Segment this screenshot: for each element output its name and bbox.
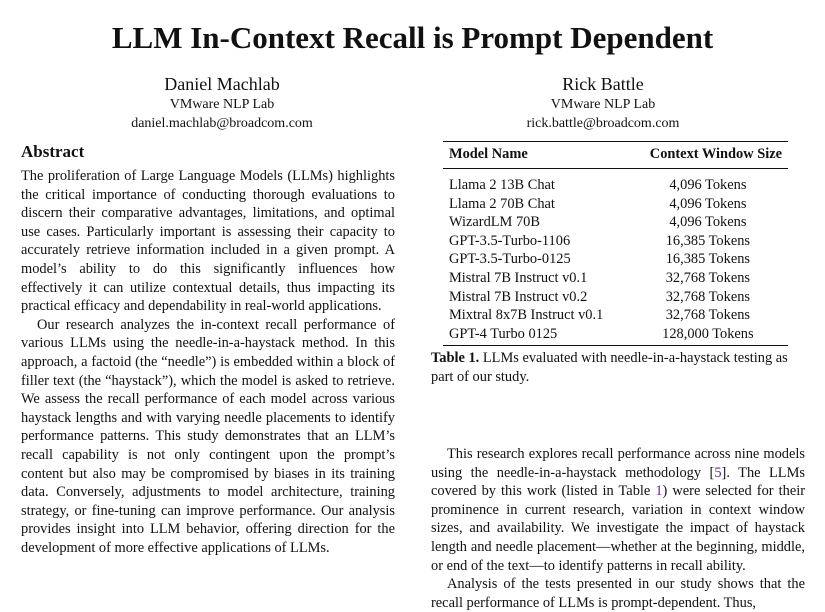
author-email: daniel.machlab@broadcom.com bbox=[131, 116, 313, 131]
model-name-cell: Llama 2 13B Chat bbox=[449, 177, 555, 193]
table-caption-label: Table 1. bbox=[431, 350, 480, 366]
table-header-model: Model Name bbox=[443, 142, 628, 169]
table-row bbox=[443, 213, 788, 232]
body-paragraph-1 bbox=[431, 445, 805, 575]
model-name-cell: Mistral 7B Instruct v0.1 bbox=[449, 269, 588, 286]
abstract-paragraph-2: Our research analyzes the in-context recall performance of various LLMs using the needle-in-a-haystack method. In this approach, a factoid (the “needle”) is embedded within a block of filler text (the “haystack”), which the model is asked to retrieve. We assess the recall performance of each model across various haystack lengths and with varying needle placements to identify performance patterns. This study demonstrates that an LLM’s recall capability is not only contingent upon the prompt’s content but also may be compromised by biases in its training data. Conversely, adjustments to model architecture, training strategy, or fine-tuning can improve performance. Our analysis provides insight into LLM behavior, offering direction for the development of more effective applications of LLMs. bbox=[21, 316, 395, 556]
table-row bbox=[443, 288, 788, 307]
model-name-cell: Mixtral 8x7B Instruct v0.1 bbox=[449, 307, 604, 324]
paper-title: LLM In-Context Recall is Prompt Dependent bbox=[111, 20, 714, 55]
table-row bbox=[443, 325, 788, 346]
context-size-cell: 32,768 Tokens bbox=[665, 288, 751, 305]
model-name-cell: Llama 2 70B Chat bbox=[449, 195, 555, 212]
author-email: rick.battle@broadcom.com bbox=[526, 116, 680, 131]
body-text: ]. The LLMs covered by this work (listed in Table bbox=[431, 464, 805, 500]
table-caption-text: LLMs evaluated with needle-in-a-haystack testing as part of our study. bbox=[431, 350, 788, 385]
right-column bbox=[431, 445, 805, 612]
table-row bbox=[443, 169, 788, 195]
author-block-2 bbox=[453, 74, 753, 133]
table-row bbox=[443, 195, 788, 214]
table-reference-link[interactable]: 1 bbox=[655, 483, 663, 500]
model-name-cell: Mistral 7B Instruct v0.2 bbox=[449, 288, 588, 305]
context-size-cell: 16,385 Tokens bbox=[665, 251, 751, 268]
table-row bbox=[443, 269, 788, 288]
author-name: Daniel Machlab bbox=[164, 74, 280, 94]
context-size-cell: 4,096 Tokens bbox=[669, 214, 747, 231]
table-row bbox=[443, 250, 788, 269]
body-text: ) were selected for their prominence in current research, variation in context window sizes, and availability. We investigate the impact of haystack length and needle placement—whether at the beginning, middle, or end of the text—to identify patterns in recall ability. bbox=[431, 483, 806, 574]
citation-link[interactable]: 5 bbox=[714, 464, 722, 481]
context-size-cell: 4,096 Tokens bbox=[669, 177, 747, 193]
context-size-cell: 32,768 Tokens bbox=[665, 307, 751, 324]
author-affiliation: VMware NLP Lab bbox=[169, 97, 275, 112]
context-size-cell: 128,000 Tokens bbox=[628, 325, 788, 346]
table-header-context: Context Window Size bbox=[628, 142, 788, 169]
model-name-cell: GPT-3.5-Turbo-0125 bbox=[449, 251, 571, 268]
author-affiliation: VMware NLP Lab bbox=[550, 97, 656, 112]
left-column bbox=[21, 141, 395, 557]
model-name-cell: GPT-4 Turbo 0125 bbox=[443, 325, 628, 346]
models-table bbox=[443, 141, 788, 346]
context-size-cell: 32,768 Tokens bbox=[665, 269, 751, 286]
table-caption bbox=[431, 349, 805, 386]
body-text: This research explores recall performance across nine models using the needle-in-a-haystack methodology [ bbox=[431, 446, 805, 481]
author-block-1 bbox=[72, 74, 372, 133]
table-row bbox=[443, 306, 788, 325]
context-size-cell: 4,096 Tokens bbox=[669, 195, 747, 212]
body-paragraph-2: Analysis of the tests presented in our study shows that the recall performance of LLMs is prompt-dependent. Thus, bbox=[431, 576, 805, 611]
abstract-heading: Abstract bbox=[21, 142, 85, 161]
author-name: Rick Battle bbox=[562, 74, 644, 94]
table-row bbox=[443, 232, 788, 251]
context-size-cell: 16,385 Tokens bbox=[665, 232, 751, 249]
model-name-cell: WizardLM 70B bbox=[449, 214, 540, 231]
abstract-paragraph-1: The proliferation of Large Language Models (LLMs) highlights the critical importance of conducting thorough evaluations to discern their comparative advantages, limitations, and optimal use cases. Particularly important is assessing their capacity to accurately retrieve information included in a given prompt. A model’s ability to do this significantly influences how effectively it can utilize contextual details, thus impacting its practical efficacy and dependability in real-world applications. bbox=[21, 168, 395, 315]
model-name-cell: GPT-3.5-Turbo-1106 bbox=[449, 232, 571, 249]
